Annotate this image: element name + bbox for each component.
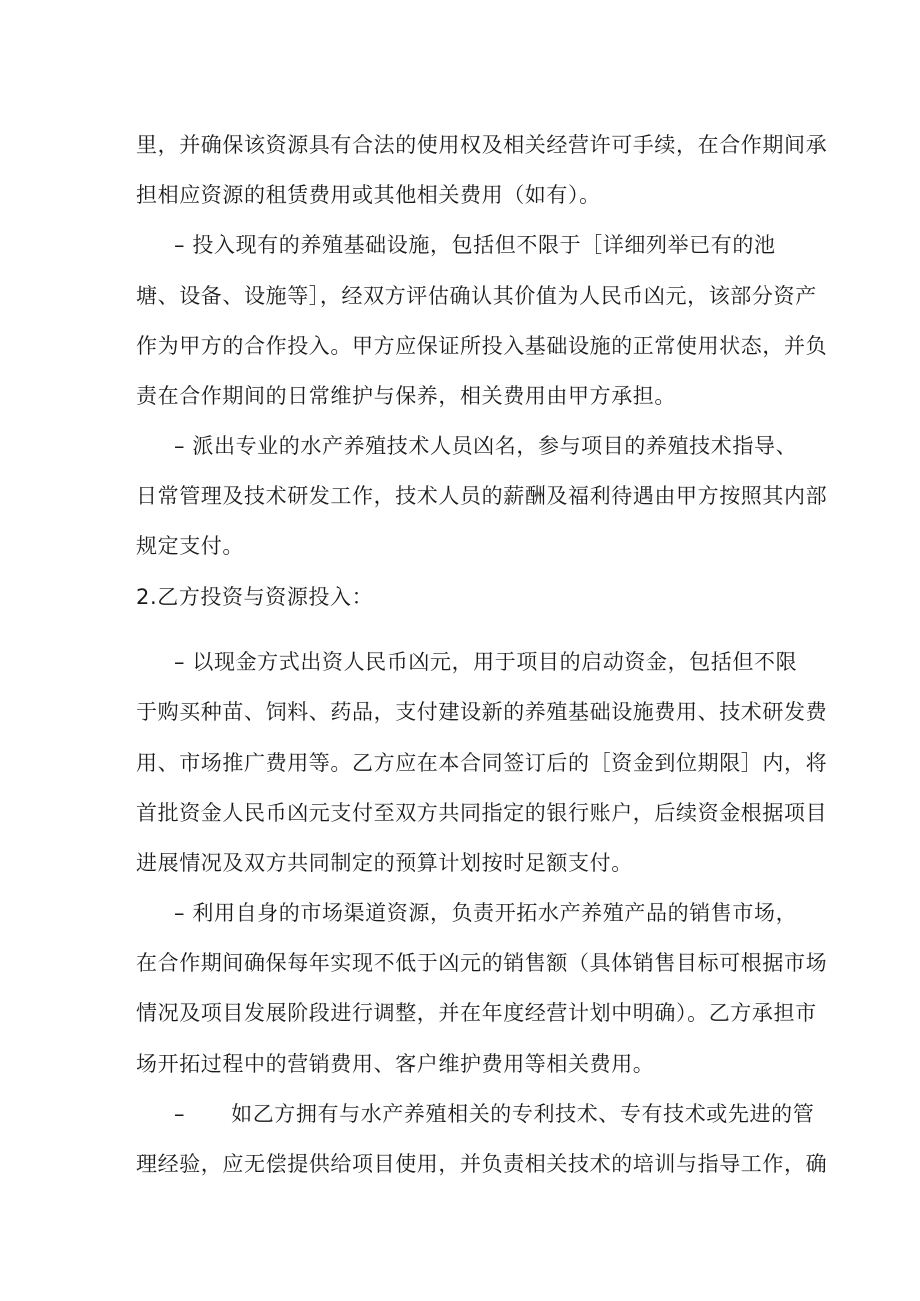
text-line-20-body: 如乙方拥有与水产养殖相关的专利技术、专有技术或先进的管 — [231, 1102, 815, 1126]
text-line-20 — [174, 1099, 814, 1129]
text-line-9: 规定支付。 — [136, 534, 244, 558]
text-line-12: 于购买种苗、饲料、药品，支付建设新的养殖基础设施费用、技术研发费 — [136, 700, 828, 724]
text-line-21: 理经验，应无偿提供给项目使用，并负责相关技术的培训与指导工作，确 — [136, 1152, 828, 1176]
list-dash: – — [174, 1102, 186, 1126]
text-line-15: 进展情况及双方共同制定的预算计划按时足额支付。 — [136, 851, 633, 875]
text-line-6: 责在合作期间的日常维护与保养，相关费用由甲方承担。 — [136, 384, 676, 408]
text-line-16: – 利用自身的市场渠道资源，负责开拓水产养殖产品的销售市场， — [174, 901, 798, 925]
text-line-7: – 派出专业的水产养殖技术人员凶名，参与项目的养殖技术指导、 — [174, 434, 798, 458]
text-line-2: 担相应资源的租赁费用或其他相关费用（如有）。 — [136, 183, 601, 207]
section-heading: 2.乙方投资与资源投入： — [136, 585, 374, 609]
text-line-13: 用、市场推广费用等。乙方应在本合同签订后的［资金到位期限］内，将 — [136, 751, 828, 775]
text-line-4: 塘、设备、设施等］，经双方评估确认其价值为人民币凶元，该部分资产 — [136, 284, 817, 308]
text-line-18: 情况及项目发展阶段进行调整，并在年度经营计划中明确）。乙方承担市 — [136, 1001, 817, 1025]
text-line-3: – 投入现有的养殖基础设施，包括但不限于［详细列举已有的池 — [174, 233, 776, 257]
text-line-8: 日常管理及技术研发工作，技术人员的薪酬及福利待遇由甲方按照其内部 — [136, 484, 828, 508]
text-line-11: – 以现金方式出资人民币凶元，用于项目的启动资金，包括但不限 — [174, 650, 798, 674]
text-line-19: 场开拓过程中的营销费用、客户维护费用等相关费用。 — [136, 1052, 655, 1076]
text-line-1: 里，并确保该资源具有合法的使用权及相关经营许可手续，在合作期间承 — [136, 133, 828, 157]
text-line-17: 在合作期间确保每年实现不低于凶元的销售额（具体销售目标可根据市场 — [136, 951, 828, 975]
text-line-14: 首批资金人民币凶元支付至双方共同指定的银行账户，后续资金根据项目 — [136, 801, 828, 825]
text-line-5: 作为甲方的合作投入。甲方应保证所投入基础设施的正常使用状态，并负 — [136, 334, 828, 358]
